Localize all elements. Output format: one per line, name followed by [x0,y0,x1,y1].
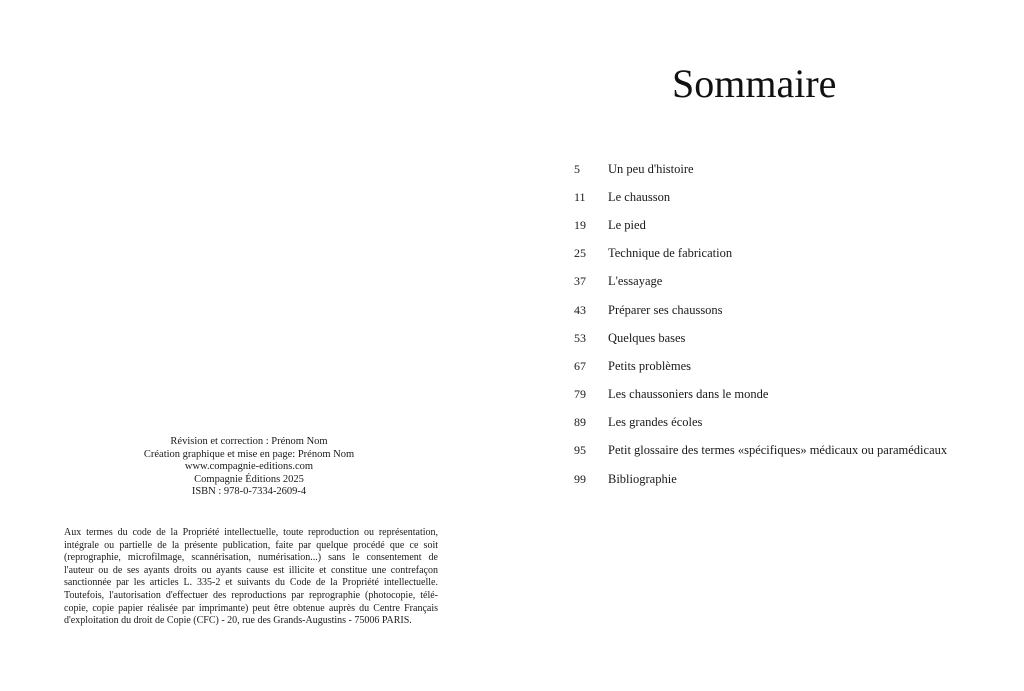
toc-page-number: 11 [574,189,586,204]
toc-entry [574,296,994,324]
toc-page-number: 53 [574,330,586,345]
legal-line: d'exploitation du droit de Copie (CFC) - 20, rue des Grands-Augustins - 75006 PARIS. [64,615,412,627]
toc-page-number: 5 [574,161,580,176]
credit-revision: Révision et correction : Prénom Nom [170,436,328,447]
toc-entry-label: Les chaussoniers dans le monde [608,387,769,402]
toc-entry-label: Quelques bases [608,330,686,345]
toc-entry-label: Préparer ses chaussons [608,302,723,317]
legal-line: sanctionnée par les articles L. 335-2 et suivants du Code de la Propriété intellectuelle. [64,577,438,589]
toc-page-number: 19 [574,217,586,232]
toc-title: Sommaire [672,61,837,106]
legal-line: (reprographie, microfilmage, scannérisation, numérisation...) sans le consentement de [64,552,438,564]
legal-line: Toutefois, l'autorisation d'effectuer des reproductions par reprographie (photocopie, télé- [64,589,438,601]
toc-entry-label: Technique de fabrication [608,246,733,261]
toc-entry-label: Le chausson [608,189,671,204]
credit-isbn: ISBN : 978-0-7334-2609-4 [191,486,307,498]
toc-entry-label: Bibliographie [608,471,677,486]
credits-block [60,436,438,499]
toc-entry [574,381,994,409]
credit-design: Création graphique et mise en page: Prénom Nom [143,448,355,460]
legal-line: Aux termes du code de la Propriété intellectuelle, toute reproduction ou représentation, [64,527,438,538]
legal-line: l'auteur ou de ses ayants droits ou ayants cause est illicite et constitue une contrefaçon [64,564,438,576]
legal-line: copie, copie papier réalisée par imprimante) peut être obtenue auprès du Centre Français [64,602,438,614]
legal-notice [64,527,438,628]
credit-publisher: Compagnie Éditions 2025 [194,473,304,485]
toc-page-number: 37 [574,274,586,289]
toc-entry-label: Un peu d'histoire [608,161,694,176]
toc-page-number: 89 [574,415,586,430]
toc-entry [574,409,994,437]
toc-page-number: 99 [574,471,586,486]
table-of-contents [574,155,994,493]
toc-entry [574,268,994,296]
toc-page-number: 79 [574,387,586,402]
toc-entry [574,183,994,211]
toc-entry-label: Le pied [608,217,646,232]
toc-page-number: 67 [574,358,586,373]
legal-line: intégrale ou partielle de la présente publication, faite par quelque procédé que ce soit [64,539,438,551]
toc-entry [574,352,994,380]
toc-entry [574,240,994,268]
toc-entry [574,324,994,352]
toc-entry-label: Petits problèmes [608,358,691,373]
toc-entry-label: Les grandes écoles [608,415,703,430]
toc-page-number: 95 [574,443,586,458]
toc-entry-label: L'essayage [608,274,663,289]
toc-entry [574,211,994,239]
toc-entry-label: Petit glossaire des termes «spécifiques» médicaux ou paramédicaux [608,443,948,458]
toc-entry [574,437,994,465]
toc-page-number: 25 [574,246,586,261]
toc-page-number: 43 [574,302,586,317]
toc-entry [574,155,994,183]
toc-entry [574,465,994,493]
credit-website: www.compagnie-editions.com [184,461,314,473]
